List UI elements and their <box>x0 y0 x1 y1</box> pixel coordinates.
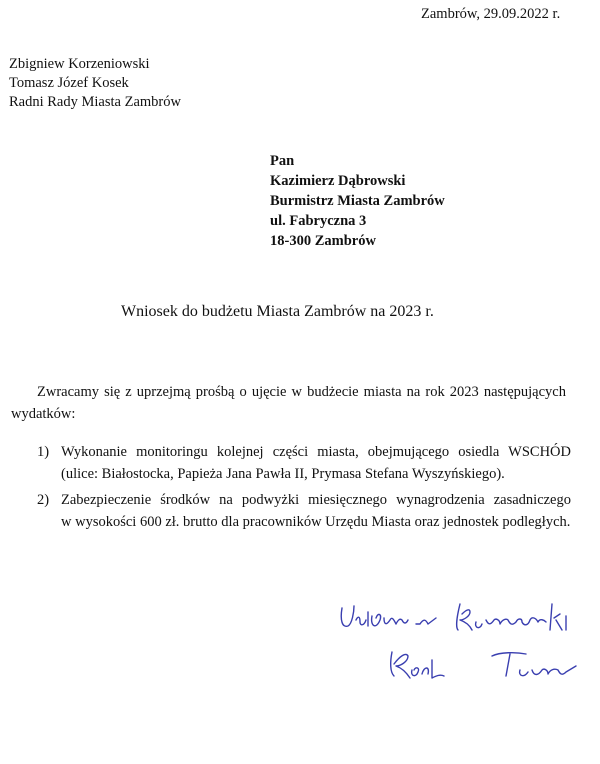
sender-block <box>9 55 181 112</box>
intro-paragraph <box>11 381 566 425</box>
recipient-city: 18-300 Zambrów <box>270 233 376 249</box>
list-item-number: 2) <box>37 492 50 508</box>
letter-title: Wniosek do budżetu Miasta Zambrów na 2023 r. <box>121 303 434 320</box>
list-item-line-2: w wysokości 600 zł. brutto dla pracowników Urzędu Miasta oraz jednostek podległych. <box>61 514 571 530</box>
sender-name-1: Zbigniew Korzeniowski <box>9 56 150 72</box>
recipient-name: Kazimierz Dąbrowski <box>270 173 406 189</box>
signature-2-name <box>492 653 576 676</box>
list-item-line-2: (ulice: Białostocka, Papieża Jana Pawła II, Prymasa Stefana Wyszyńskiego). <box>61 466 505 482</box>
letter-date: Zambrów, 29.09.2022 r. <box>421 6 561 22</box>
recipient-street: ul. Fabryczna 3 <box>270 213 367 229</box>
signature-2 <box>391 652 444 678</box>
recipient-title: Burmistrz Miasta Zambrów <box>270 193 445 209</box>
signature-1 <box>341 606 436 626</box>
list-item-number: 1) <box>37 444 50 460</box>
list-item-line-1: Wykonanie monitoringu kolejnej części miasta, obejmującego osiedla WSCHÓD <box>61 444 571 460</box>
recipient-block <box>270 151 445 251</box>
sender-role: Radni Rady Miasta Zambrów <box>9 94 181 110</box>
intro-line-1: Zwracamy się z uprzejmą prośbą o ujęcie w budżecie miasta na rok 2023 następujących <box>37 384 566 400</box>
sender-name-2: Tomasz Józef Kosek <box>9 75 129 91</box>
list-item-line-1: Zabezpieczenie środków na podwyżki miesięcznego wynagrodzenia zasadniczego <box>61 492 571 508</box>
list-item <box>11 441 571 485</box>
signature-1-surname <box>457 604 566 630</box>
recipient-salutation: Pan <box>270 153 295 169</box>
intro-line-2: wydatków: <box>11 406 76 422</box>
request-list <box>11 441 571 537</box>
handwritten-signatures <box>320 590 590 690</box>
list-item <box>11 489 571 533</box>
